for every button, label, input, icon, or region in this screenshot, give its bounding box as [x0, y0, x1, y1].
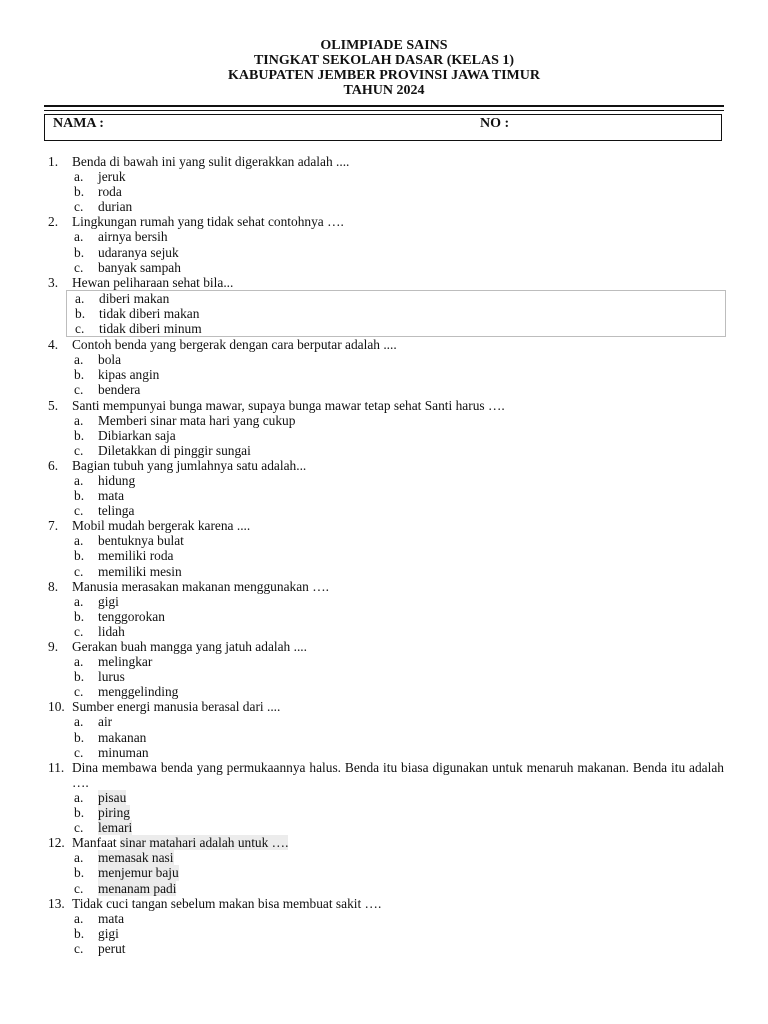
question-text: Sumber energi manusia berasal dari .... — [72, 699, 281, 715]
nama-label: NAMA : — [53, 116, 104, 131]
question-8 — [48, 579, 724, 639]
option-a: a. diberi makan — [75, 290, 170, 306]
header-region: KABUPATEN JEMBER PROVINSI JAWA TIMUR — [228, 68, 540, 83]
option-c: c. telinga — [74, 503, 135, 519]
option-c: c. tidak diberi minum — [75, 321, 202, 337]
question-text: Dina membawa benda yang permukaannya halus. Benda itu biasa digunakan untuk menaruh makanan. Benda itu adalah …. — [72, 759, 724, 790]
option-c: c. memiliki mesin — [74, 563, 182, 579]
option-b: b. Dibiarkan saja — [74, 427, 176, 443]
question-2 — [48, 214, 724, 274]
question-number: 13. — [48, 895, 65, 911]
question-number: 11. — [48, 759, 65, 775]
question-5 — [48, 398, 724, 458]
question-number: 4. — [48, 337, 59, 353]
question-text: Benda di bawah ini yang sulit digerakkan adalah .... — [72, 154, 350, 169]
question-3 — [48, 275, 724, 337]
option-b: b. udaranya sejuk — [74, 244, 179, 260]
option-c: c. durian — [74, 199, 133, 215]
header-title: OLIMPIADE SAINS — [320, 38, 448, 53]
question-text: Tidak cuci tangan sebelum makan bisa membuat sakit …. — [72, 895, 382, 911]
option-b: b. makanan — [74, 729, 147, 745]
question-text: Lingkungan rumah yang tidak sehat contohnya …. — [72, 214, 344, 230]
header-divider-thick — [44, 105, 724, 107]
question-text: Gerakan buah mangga yang jatuh adalah .... — [72, 639, 307, 654]
option-box — [66, 290, 726, 337]
exam-header — [0, 38, 768, 98]
option-a: a. air — [74, 714, 113, 730]
option-a: a. Memberi sinar mata hari yang cukup — [74, 412, 296, 428]
question-number: 9. — [48, 639, 59, 654]
option-a: a. bola — [74, 352, 122, 368]
option-a: a. jeruk — [74, 169, 126, 185]
question-text: Hewan peliharaan sehat bila... — [72, 274, 234, 290]
question-number: 12. — [48, 835, 65, 851]
question-number: 5. — [48, 397, 59, 413]
option-b: b. kipas angin — [74, 367, 160, 383]
option-b: b. lurus — [74, 669, 125, 685]
question-text: Mobil mudah bergerak karena .... — [72, 518, 251, 534]
question-text: Santi mempunyai bunga mawar, supaya bunga mawar tetap sehat Santi harus …. — [72, 397, 505, 413]
header-divider-thin — [44, 110, 724, 111]
option-c: c. lidah — [74, 623, 125, 639]
question-13 — [48, 896, 724, 956]
question-number: 10. — [48, 699, 65, 715]
option-a: a. memasak nasi — [74, 850, 174, 866]
option-c: c. Diletakkan di pinggir sungai — [74, 442, 251, 458]
option-c: c. bendera — [74, 382, 141, 398]
question-number: 7. — [48, 518, 59, 534]
question-4 — [48, 337, 724, 397]
question-number: 1. — [48, 154, 59, 169]
question-12 — [48, 835, 724, 895]
option-b: b. mata — [74, 488, 125, 504]
option-c: c. minuman — [74, 744, 149, 760]
option-b: b. tenggorokan — [74, 608, 165, 624]
option-a: a. pisau — [74, 789, 127, 805]
question-7 — [48, 518, 724, 578]
question-number: 3. — [48, 274, 59, 290]
header-level: TINGKAT SEKOLAH DASAR (KELAS 1) — [253, 53, 515, 68]
option-c: c. banyak sampah — [74, 259, 181, 275]
option-b: b. roda — [74, 184, 122, 200]
option-a: a. mata — [74, 910, 125, 926]
question-text: Contoh benda yang bergerak dengan cara berputar adalah .... — [72, 337, 397, 353]
option-c: c. lemari — [74, 820, 133, 836]
option-a: a. melingkar — [74, 654, 153, 670]
option-b: b. piring — [74, 805, 130, 821]
question-number: 8. — [48, 578, 59, 594]
question-9 — [48, 639, 724, 699]
option-b: b. memiliki roda — [74, 548, 174, 564]
option-a: a. bentuknya bulat — [74, 533, 184, 549]
question-text: Bagian tubuh yang jumlahnya satu adalah... — [72, 457, 307, 473]
option-b: b. gigi — [74, 925, 119, 941]
student-info-box — [44, 114, 722, 141]
option-c: c. menggelinding — [74, 684, 179, 700]
option-a: a. hidung — [74, 472, 136, 488]
option-b: b. tidak diberi makan — [75, 305, 200, 321]
question-10 — [48, 699, 724, 759]
header-year: TAHUN 2024 — [343, 83, 425, 98]
option-a: a. gigi — [74, 593, 119, 609]
question-1 — [48, 154, 724, 214]
question-list — [48, 154, 724, 956]
question-6 — [48, 458, 724, 518]
question-11 — [48, 760, 724, 835]
question-text: Manfaat sinar matahari adalah untuk …. — [72, 835, 289, 851]
question-number: 2. — [48, 214, 59, 230]
option-b: b. menjemur baju — [74, 865, 179, 881]
option-a: a. airnya bersih — [74, 229, 168, 245]
no-label: NO : — [480, 116, 510, 131]
question-number: 6. — [48, 457, 59, 473]
question-text: Manusia merasakan makanan menggunakan …. — [72, 578, 329, 594]
option-c: c. perut — [74, 940, 126, 956]
option-c: c. menanam padi — [74, 880, 177, 896]
